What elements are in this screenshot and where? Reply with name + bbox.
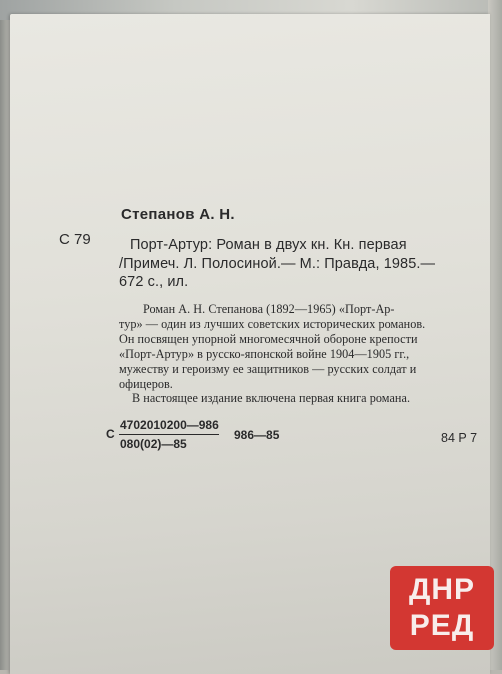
index-numerator: 4702010200—986 — [120, 418, 219, 432]
watermark-logo — [390, 566, 494, 650]
index-code: 986—85 — [234, 428, 280, 442]
annotation-line: мужеству и героизму ее защитников — русских солдат и — [119, 362, 417, 376]
call-number: С 79 — [59, 231, 91, 248]
bbk-code: 84 Р 7 — [441, 431, 478, 445]
annotation-line: Роман А. Н. Степанова (1892—1965) «Порт-Ар- — [143, 302, 395, 316]
annotation-line: тур» — один из лучших советских исторических романов. — [119, 317, 426, 331]
index-denominator: 080(02)—85 — [120, 437, 187, 451]
description-line: 672 с., ил. — [119, 274, 189, 290]
description-line: /Примеч. Л. Полосиной.— М.: Правда, 1985.— — [119, 256, 436, 272]
description-line: Порт-Артур: Роман в двух кн. Кн. первая — [130, 237, 407, 253]
annotation-line: Он посвящен упорной многомесячной обороне крепости — [119, 332, 418, 346]
index-letter: С — [106, 427, 115, 441]
annotation-line: В настоящее издание включена первая книга романа. — [132, 391, 411, 405]
annotation-line: офицеров. — [119, 377, 173, 391]
watermark-line-1: ДНР — [408, 573, 476, 606]
annotation-line: «Порт-Артур» в русско-японской войне 1904—1905 гг., — [119, 347, 410, 361]
author-name: Степанов А. Н. — [121, 206, 235, 223]
fraction-rule — [119, 434, 219, 435]
watermark-line-2: РЕД — [409, 609, 475, 642]
